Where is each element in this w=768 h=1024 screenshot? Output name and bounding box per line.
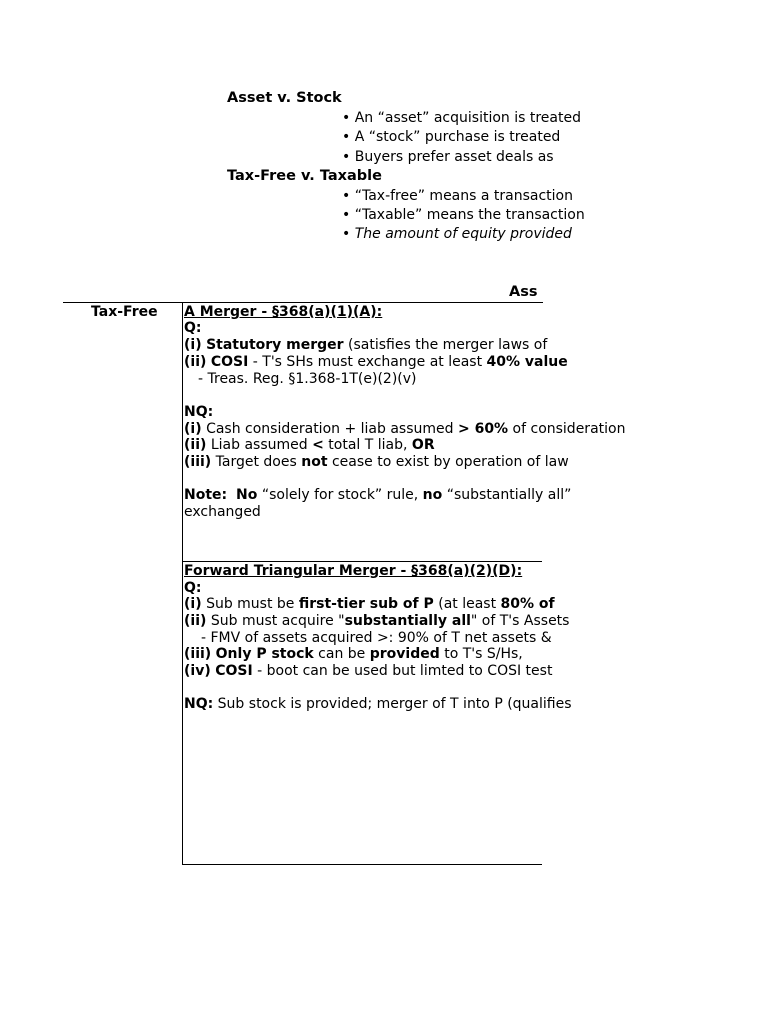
forward-title: Forward Triangular Merger - §368(a)(2)(D):	[184, 563, 523, 579]
row-label-tax-free: Tax-Free	[91, 304, 158, 320]
merger-q-label: Q:	[184, 320, 202, 336]
merger-nq3: (iii) Target does not cease to exist by operation of law	[184, 454, 569, 470]
cell-left-border	[182, 302, 183, 865]
forward-q1: (i) Sub must be first-tier sub of P (at least 80% of	[184, 596, 555, 612]
cell-divider	[182, 561, 542, 562]
merger-title: A Merger - §368(a)(1)(A):	[184, 304, 383, 320]
forward-q2: (ii) Sub must acquire "substantially all" of T's Assets	[184, 613, 570, 629]
taxfree-bullet-3: • The amount of equity provided	[342, 226, 572, 242]
forward-q-label: Q:	[184, 580, 202, 596]
merger-nq1: (i) Cash consideration + liab assumed > 60% of consideration	[184, 421, 626, 437]
merger-q1: (i) Statutory merger (satisfies the merger laws of	[184, 337, 548, 353]
merger-note: Note: No “solely for stock” rule, no “substantially all”	[184, 487, 572, 503]
merger-note-line2: exchanged	[184, 504, 261, 520]
merger-q2: (ii) COSI - T's SHs must exchange at least 40% value	[184, 354, 568, 370]
taxfree-bullet-1: • “Tax-free” means a transaction	[342, 188, 573, 204]
merger-nq-label: NQ:	[184, 404, 214, 420]
taxfree-bullet-2: • “Taxable” means the transaction	[342, 207, 585, 223]
column-header-asset: Ass	[509, 284, 538, 300]
merger-nq2: (ii) Liab assumed < total T liab, OR	[184, 437, 435, 453]
forward-q4: (iv) COSI - boot can be used but limted to COSI test	[184, 663, 553, 679]
asset-stock-heading: Asset v. Stock	[227, 90, 342, 106]
merger-treas-reg: - Treas. Reg. §1.368-1T(e)(2)(v)	[198, 371, 417, 387]
asset-stock-bullet-3: • Buyers prefer asset deals as	[342, 149, 554, 165]
asset-stock-bullet-2: • A “stock” purchase is treated	[342, 129, 561, 145]
forward-fmv: - FMV of assets acquired >: 90% of T net assets &	[201, 630, 552, 646]
forward-q3: (iii) Only P stock can be provided to T's S/Hs,	[184, 646, 523, 662]
cell-bottom-border	[182, 864, 542, 865]
forward-nq: NQ: Sub stock is provided; merger of T into P (qualifies	[184, 696, 572, 712]
asset-stock-bullet-1: • An “asset” acquisition is treated	[342, 110, 581, 126]
taxfree-taxable-heading: Tax-Free v. Taxable	[227, 168, 382, 184]
table-top-rule	[63, 302, 543, 303]
